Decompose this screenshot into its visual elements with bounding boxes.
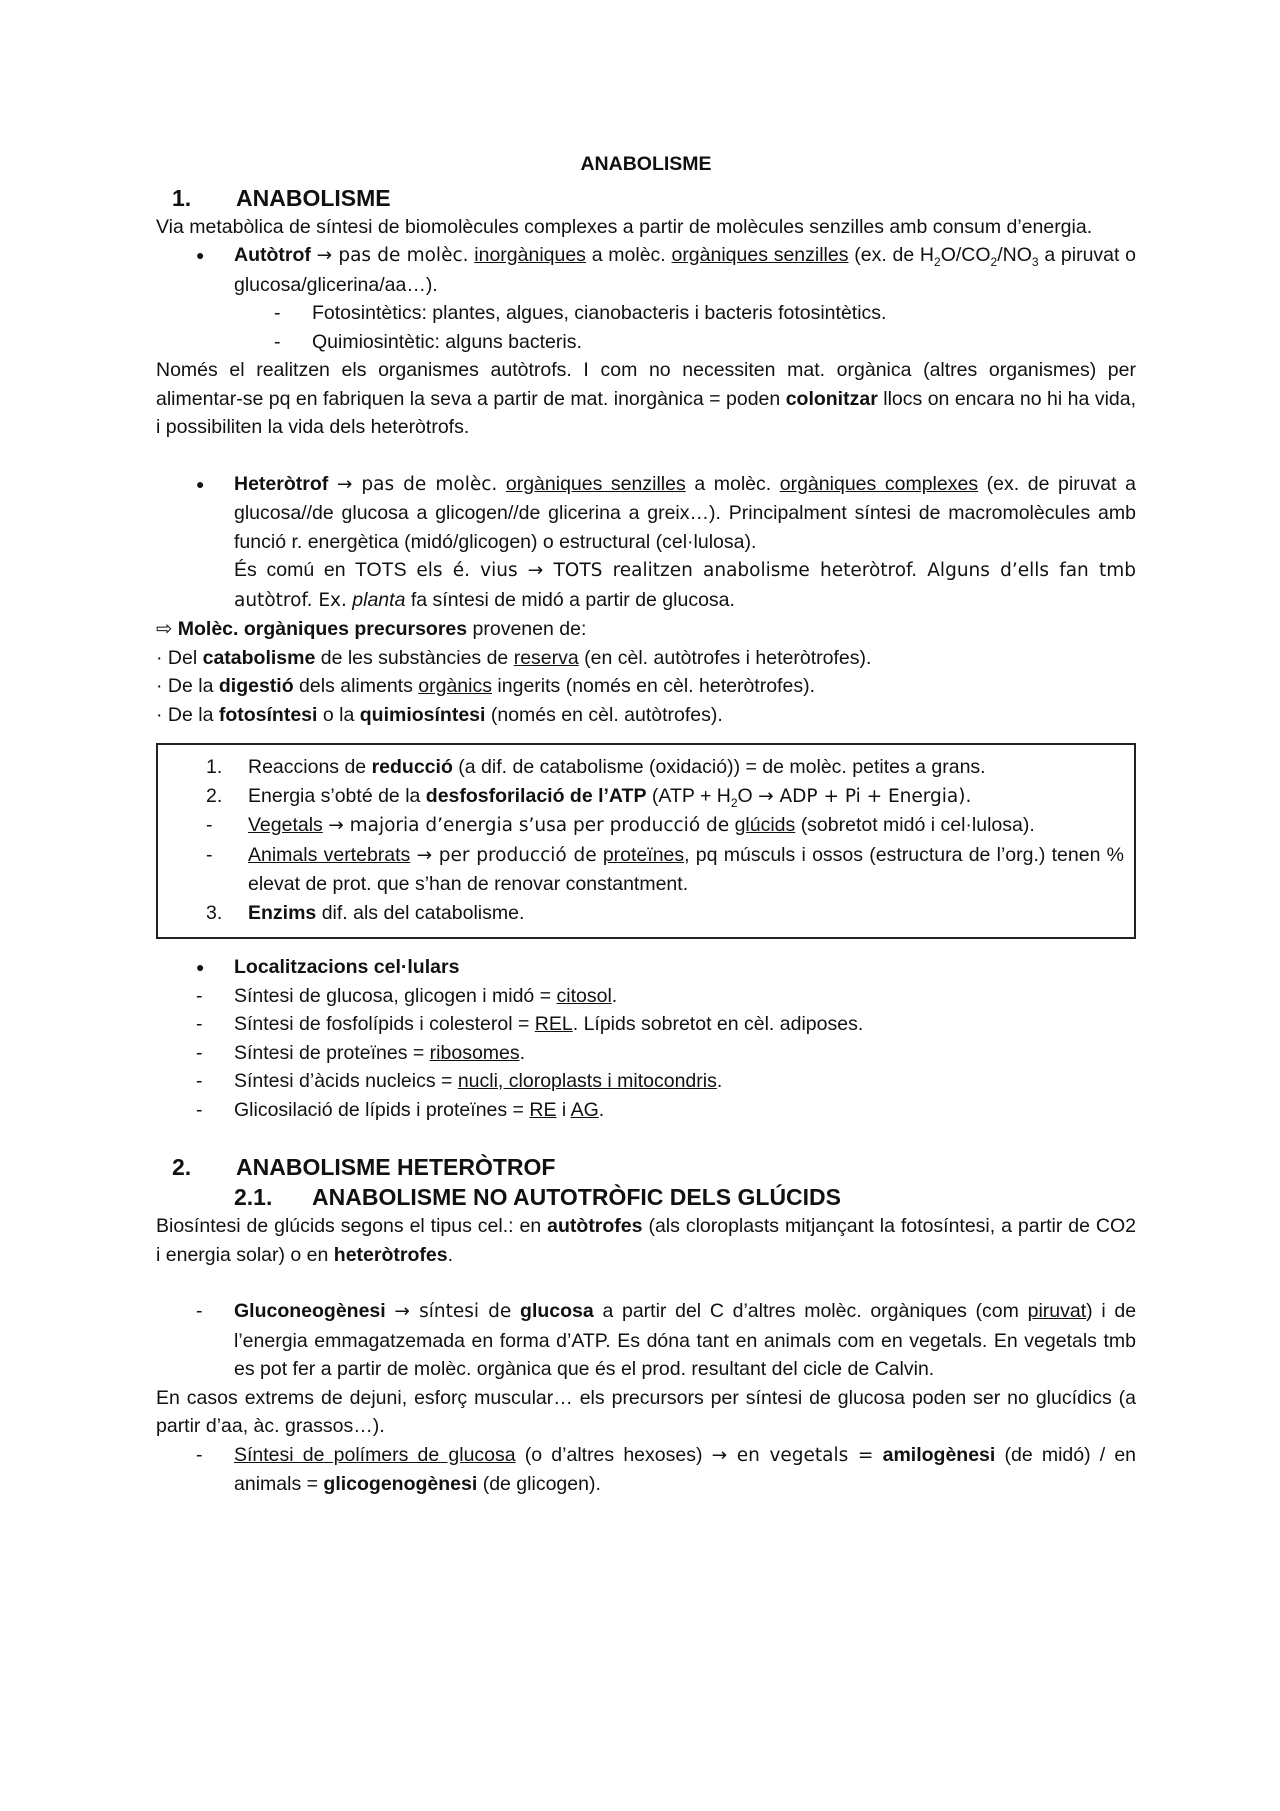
list-item: - Quimiosintètic: alguns bacteris. (274, 330, 582, 353)
section-number: 2. (172, 1154, 192, 1180)
list-item: 2. Energia s’obté de la desfosforilació de l’ATP ($ATP + H_2O$ → ADP + Pi + Energia). (206, 784, 972, 810)
list-item: - Síntesi de polímers de glucosa (o d’altres hexoses) → en vegetals = amilogènesi (de midó) / en animals = glicogenogènesi (de glicogen). (196, 1443, 1137, 1495)
intro-paragraph: Via metabòlica de síntesi de biomolècules complexes a partir de molècules senzilles amb consum d’energia. (156, 215, 1093, 238)
list-item: - Animals vertebrats → per producció de proteïnes, pq músculs i ossos (estructura de l’org.) tenen % elevat de prot. que s’han de renovar constantment. (206, 843, 1125, 895)
section-number: 1. (172, 184, 192, 211)
list-item: - Glicosilació de lípids i proteïnes = RE i AG. (196, 1098, 605, 1121)
bullet-dot-icon: ● (196, 247, 205, 263)
list-item: - Gluconeogènesi → síntesi de glucosa a partir del C d’altres molèc. orgàniques (com piruvat) i de l’energia emmagatzemada en forma d’ATP. Es dóna tant en animals com en vegetals. En vegetals tmb es pot fer a partir de molèc. orgànica que és el prod. resultant del cicle de Calvin. (196, 1300, 1137, 1380)
precursor-item: · Del catabolisme de les substàncies de reserva (en cèl. autòtrofes i heteròtrofes). (156, 646, 872, 669)
list-item: 3. Enzims dif. als del catabolisme. (206, 901, 525, 924)
list-item: - Síntesi de fosfolípids i colesterol = REL. Lípids sobretot en cèl. adiposes. (196, 1013, 864, 1035)
autotrof-paragraph: Només el realitzen els organismes autòtrofs. I com no necessiten mat. orgànica (altres organismes) per alimentar-se pq en fabriquen la seva a partir de mat. inorgànica = poden colonitzar llocs on encara no hi ha vida, i possibiliten la vida dels heteròtrofs. (156, 359, 1137, 438)
biosintesi-paragraph: Biosíntesi de glúcids segons el tipus cel.: en autòtrofes (als cloroplasts mitjançant la fotosíntesi, a partir de CO2 i energia solar) o en heteròtrofes. (156, 1215, 1136, 1266)
bullet-autotrof: ● Autòtrof → pas de molèc. inorgàniques a molèc. orgàniques senzilles (ex. de $H_2O/CO_2/NO_3$ a piruvat o glucosa/glicerina/aa…). (156, 241, 1136, 299)
bullet-heterotrof: ● Heteròtrof → pas de molèc. orgàniques senzilles a molèc. orgàniques complexes (ex. de piruvat a glucosa//de glucosa a glicogen//de glicerina a greix…). Principalment síntesi de macromolècules amb funció r. energètica (midó/glicogen) o estructural (cel·lulosa). És comú en TOTS els é. vius → TOTS realitzen anabolisme heteròtrof. Alguns d’ells fan tmb autòtrof. Ex. planta fa síntesi de midó a partir de glucosa. (156, 470, 1136, 616)
list-item: - Síntesi d’àcids nucleics = nucli, cloroplasts i mitocondris. (196, 1070, 723, 1092)
casos-paragraph: En casos extrems de dejuni, esforç muscular… els precursors per síntesi de glucosa poden ser no glucídics (a partir d’aa, àc. grassos…). (156, 1386, 1136, 1437)
subsection-2-1-heading (156, 1182, 1136, 1212)
precursors-heading: ⇨ Molèc. orgàniques precursores provenen de: (156, 618, 587, 640)
bullet-localitzacions: ● Localitzacions cel·lulars (156, 953, 1136, 982)
list-item: - Fotosintètics: plantes, algues, cianobacteris i bacteris fotosintètics. (274, 302, 887, 324)
page-title: ANABOLISME (580, 153, 712, 175)
precursor-item: · De la digestió dels aliments orgànics ingerits (només en cèl. heteròtrofes). (156, 675, 815, 697)
section-2-heading (156, 1152, 1136, 1182)
list-item: - Vegetals → majoria d’energia s’usa per producció de glúcids (sobretot midó i cel·lulosa). (206, 814, 1035, 836)
section-title: ANABOLISME HETERÒTROF (236, 1154, 556, 1180)
precursor-item: · De la fotosíntesi o la quimiosíntesi (només en cèl. autòtrofes). (156, 703, 723, 726)
list-item: - Síntesi de glucosa, glicogen i midó = citosol. (196, 984, 618, 1007)
list-item: - Síntesi de proteïnes = ribosomes. (196, 1041, 526, 1064)
list-item: 1. Reaccions de reducció (a dif. de catabolisme (oxidació)) = de molèc. petites a grans. (206, 756, 986, 778)
bullet-dot-icon: ● (196, 959, 205, 975)
section-1-heading (156, 183, 1136, 213)
subsection-title: ANABOLISME NO AUTOTRÒFIC DELS GLÚCIDS (312, 1184, 841, 1210)
summary-box (156, 743, 1136, 939)
section-title: ANABOLISME (236, 184, 391, 211)
subsection-number: 2.1. (234, 1184, 273, 1210)
document-page (156, 150, 1136, 1499)
bullet-dot-icon: ● (196, 475, 205, 492)
